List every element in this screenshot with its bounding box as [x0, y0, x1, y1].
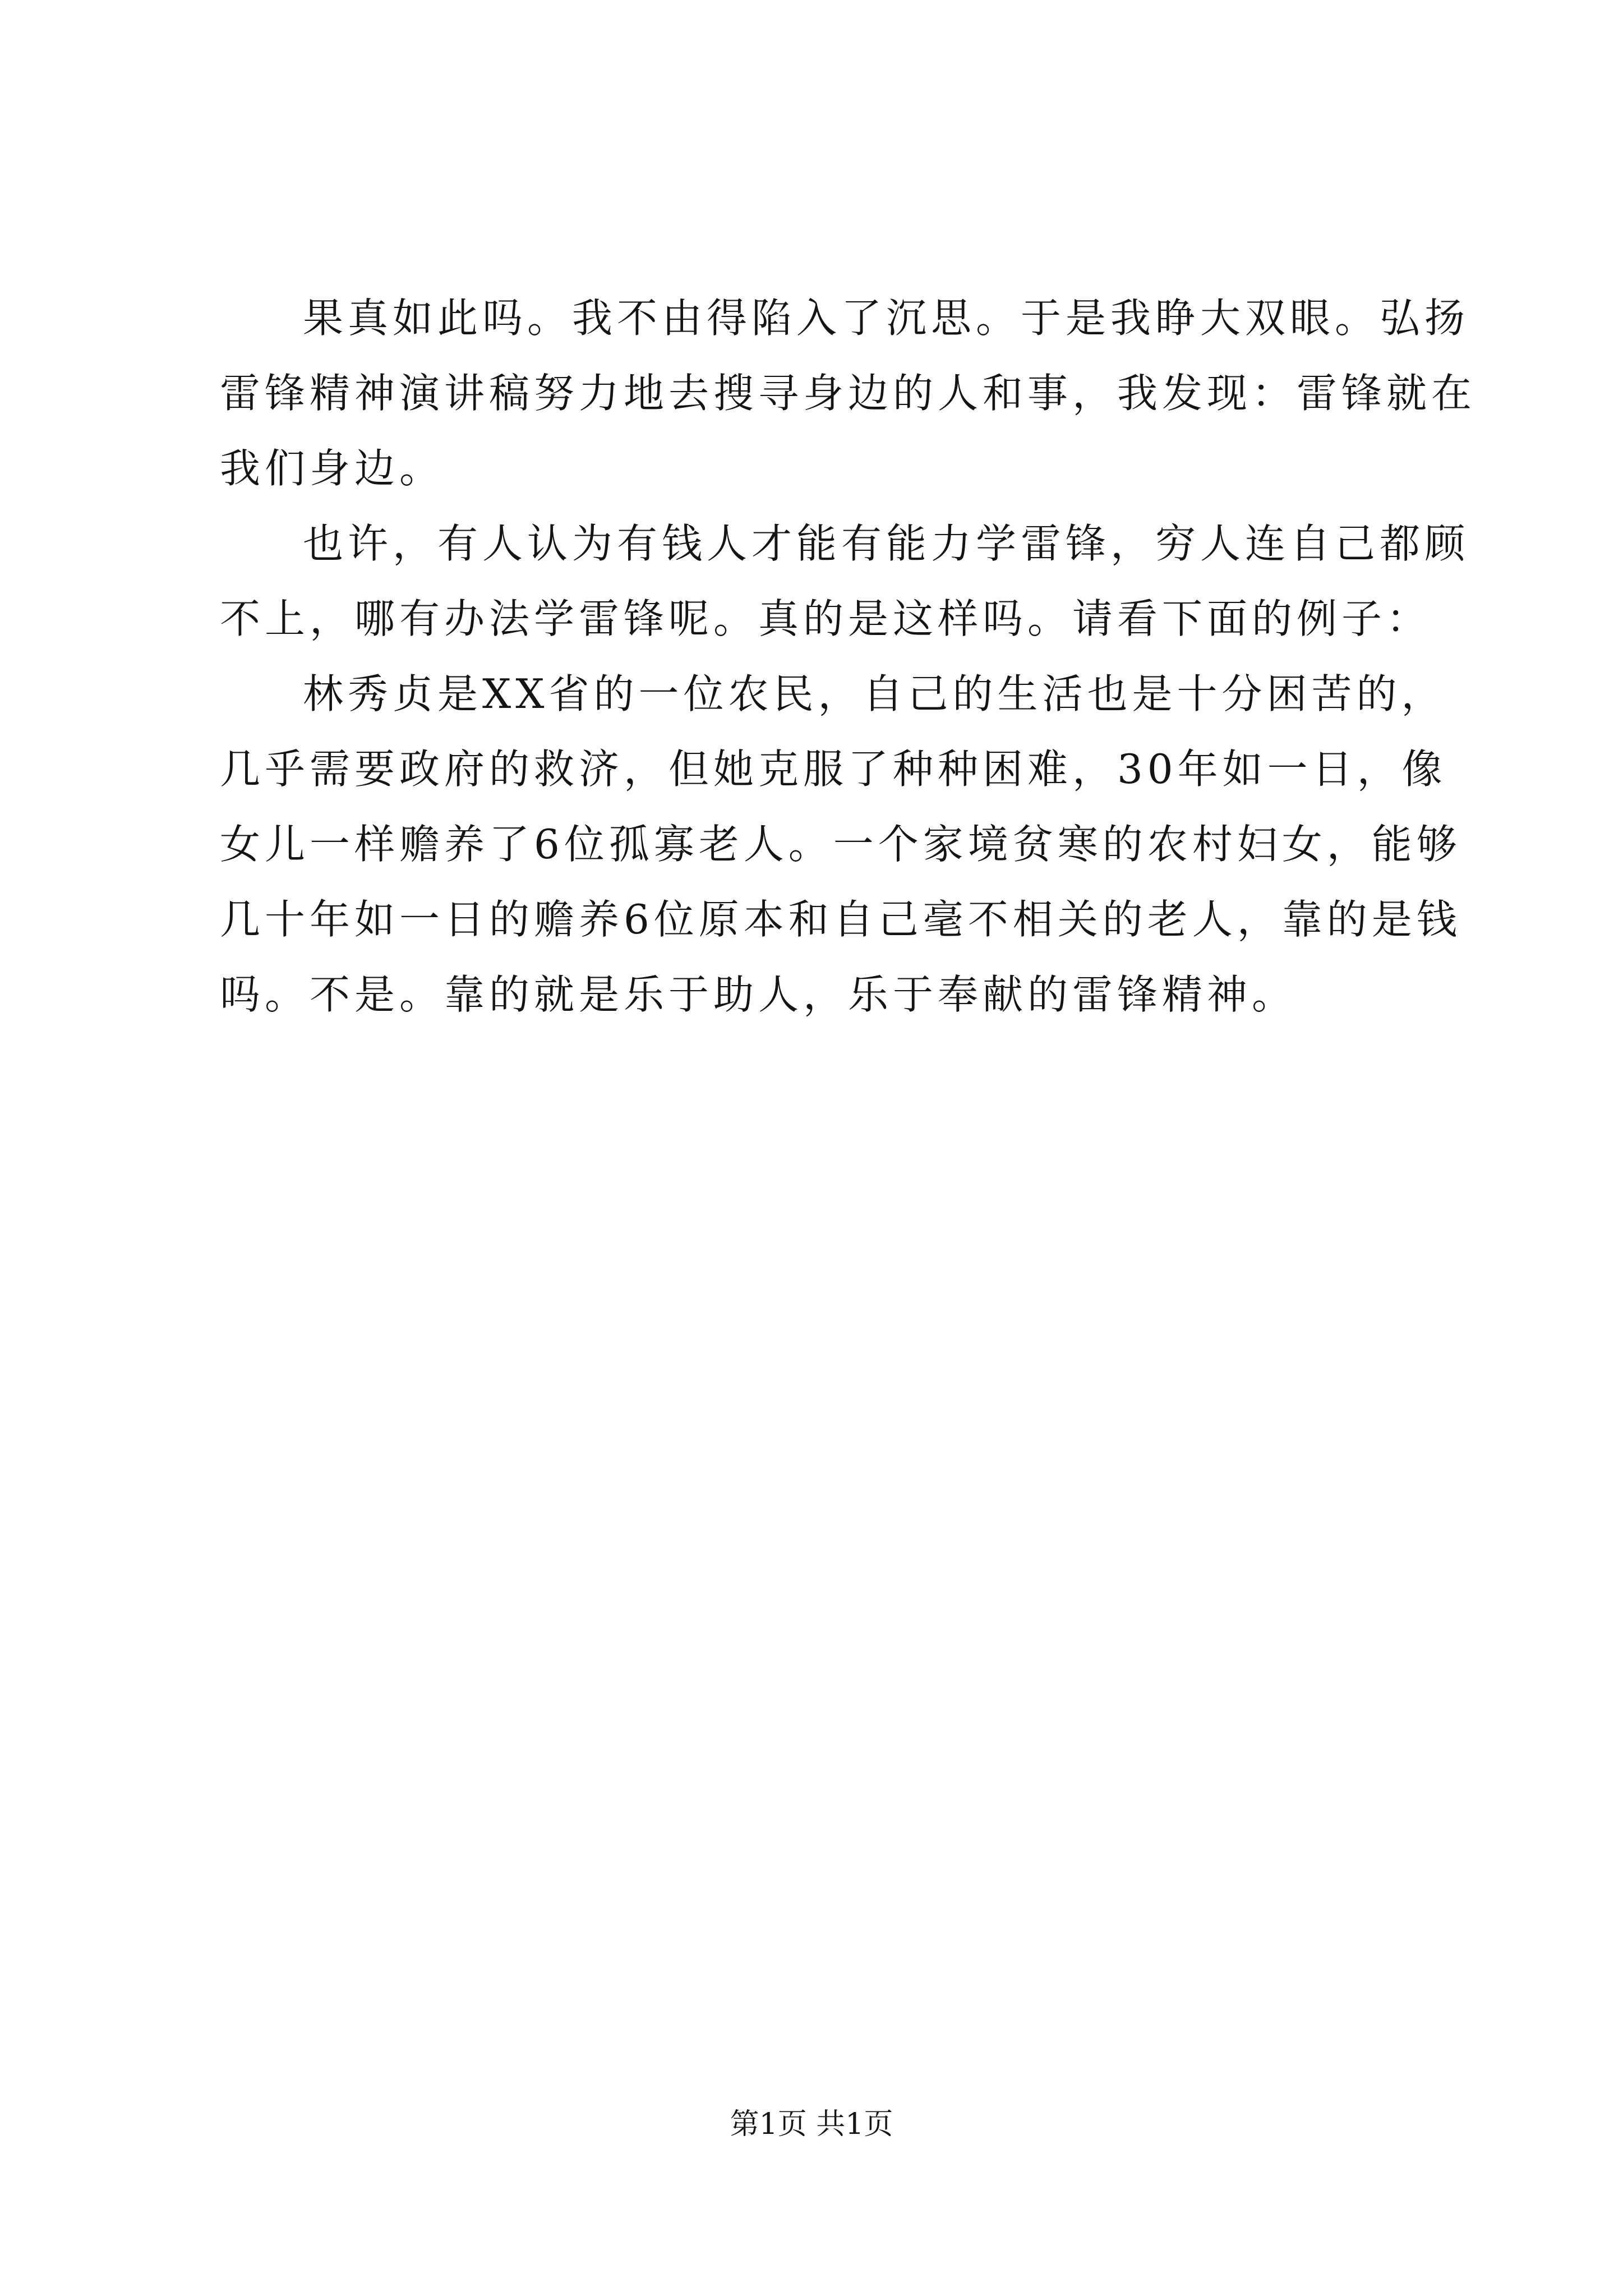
paragraph: [220, 656, 1461, 1032]
text-line: 我们身边。: [220, 445, 445, 492]
text-line: 也许，有人认为有钱人才能有能力学雷锋，穷人连自己都顾: [303, 520, 1470, 567]
text-line: 果真如此吗。我不由得陷入了沉思。于是我睁大双眼。弘扬: [303, 295, 1470, 342]
text-line: 女儿一样赡养了6位孤寡老人。一个家境贫寒的农村妇女，能够: [220, 821, 1461, 868]
text-line: 雷锋精神演讲稿努力地去搜寻身边的人和事，我发现：雷锋就在: [220, 370, 1477, 417]
text-line: 几乎需要政府的救济，但她克服了种种困难，30年如一日，像: [220, 746, 1447, 793]
paragraph: [220, 280, 1477, 506]
text-line: 吗。不是。靠的就是乐于助人，乐于奉献的雷锋精神。: [220, 971, 1297, 1018]
paragraph: [220, 506, 1470, 656]
document-body: [220, 280, 1477, 1032]
page-number-footer: 第1页 共1页: [730, 2108, 893, 2141]
text-line: 几十年如一日的赡养6位原本和自己毫不相关的老人，靠的是钱: [220, 896, 1461, 943]
text-line: 不上，哪有办法学雷锋呢。真的是这样吗。请看下面的例子：: [220, 595, 1432, 642]
text-line: 林秀贞是XX省的一位农民，自己的生活也是十分困苦的，: [303, 670, 1446, 717]
